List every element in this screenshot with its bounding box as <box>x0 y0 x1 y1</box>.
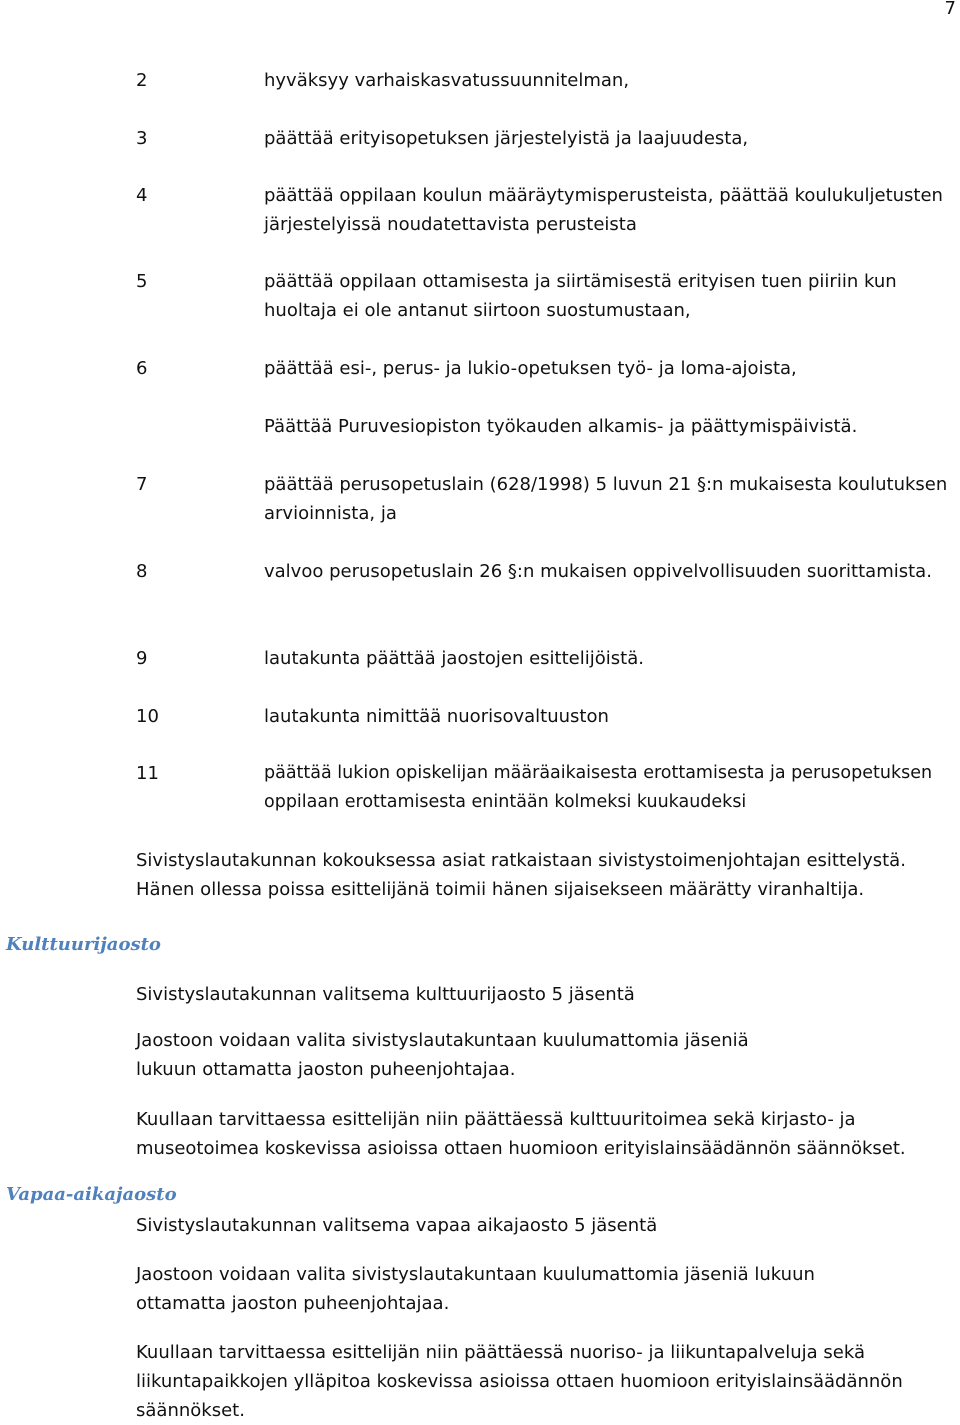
kulttuurijaosto-hearing: Kuullaan tarvittaessa esittelijän niin päättäessä kulttuuritoimea sekä kirjasto- ja museotoimea koskevissa asioissa ottaen huomioon erityislainsäädännön säännökset. <box>136 1109 906 1159</box>
item-6-note: Päättää Puruvesiopiston työkauden alkamis- ja päättymispäivistä. <box>264 416 858 437</box>
list-item-text: päättää oppilaan ottamisesta ja siirtämisestä erityisen tuen piiriin kun huoltaja ei ole antanut siirtoon suostumustaan, <box>264 271 897 321</box>
list-item-number: 2 <box>136 70 148 91</box>
list-item-text: hyväksyy varhaiskasvatussuunnitelman, <box>264 70 630 91</box>
list-item-text: päättää esi-, perus- ja lukio-opetuksen työ- ja loma-ajoista, <box>264 358 797 379</box>
vapaa-aikajaosto-heading: Vapaa-aikajaosto <box>6 1184 177 1205</box>
list-item-text: päättää perusopetuslain (628/1998) 5 luvun 21 §:n mukaisesta koulutuksen arvioinnista, ja <box>264 474 948 524</box>
kulttuurijaosto-heading: Kulttuurijaosto <box>6 934 161 955</box>
kulttuurijaosto-members: Sivistyslautakunnan valitsema kulttuurijaosto 5 jäsentä <box>136 984 635 1005</box>
list-item-number: 8 <box>136 561 148 582</box>
vapaa-aikajaosto-members: Sivistyslautakunnan valitsema vapaa aikajaosto 5 jäsentä <box>136 1215 658 1236</box>
list-item-number: 9 <box>136 648 148 669</box>
page-number: 7 <box>944 0 956 19</box>
vapaa-aikajaosto-membership-rule: Jaostoon voidaan valita sivistyslautakuntaan kuulumattomia jäseniä lukuun ottamatta jaoston puheenjohtajaa. <box>136 1264 815 1314</box>
kulttuurijaosto-membership-rule: Jaostoon voidaan valita sivistyslautakuntaan kuulumattomia jäseniä lukuun ottamatta jaoston puheenjohtajaa. <box>136 1030 749 1080</box>
list-item-number: 5 <box>136 271 148 292</box>
list-item-text: valvoo perusopetuslain 26 §:n mukaisen oppivelvollisuuden suorittamista. <box>264 561 932 582</box>
list-item-number: 10 <box>136 706 159 727</box>
list-item-number: 4 <box>136 185 148 206</box>
list-item-number: 7 <box>136 474 148 495</box>
list-item-number: 3 <box>136 128 148 149</box>
vapaa-aikajaosto-hearing: Kuullaan tarvittaessa esittelijän niin päättäessä nuoriso- ja liikuntapalveluja sekä liikuntapaikkojen ylläpitoa koskevissa asioissa ottaen huomioon erityislainsäädännön säännökset. <box>136 1342 903 1421</box>
list-item-text: lautakunta nimittää nuorisovaltuuston <box>264 706 609 727</box>
presenter-note: Sivistyslautakunnan kokouksessa asiat ratkaistaan sivistystoimenjohtajan esittelystä. Hänen ollessa poissa esittelijänä toimii hänen sijaisekseen määrätty viranhaltija. <box>136 850 906 900</box>
list-item-number: 6 <box>136 358 148 379</box>
list-item-text: päättää erityisopetuksen järjestelyistä ja laajuudesta, <box>264 128 749 149</box>
list-item-text: päättää oppilaan koulun määräytymisperusteista, päättää koulukuljetusten järjestelyissä noudatettavista perusteista <box>264 185 943 235</box>
list-item-number: 11 <box>136 763 159 784</box>
list-item-text: päättää lukion opiskelijan määräaikaisesta erottamisesta ja perusopetuksen oppilaan erottamisesta enintään kolmeksi kuukaudeksi <box>264 763 933 812</box>
list-item-text: lautakunta päättää jaostojen esittelijöistä. <box>264 648 644 669</box>
